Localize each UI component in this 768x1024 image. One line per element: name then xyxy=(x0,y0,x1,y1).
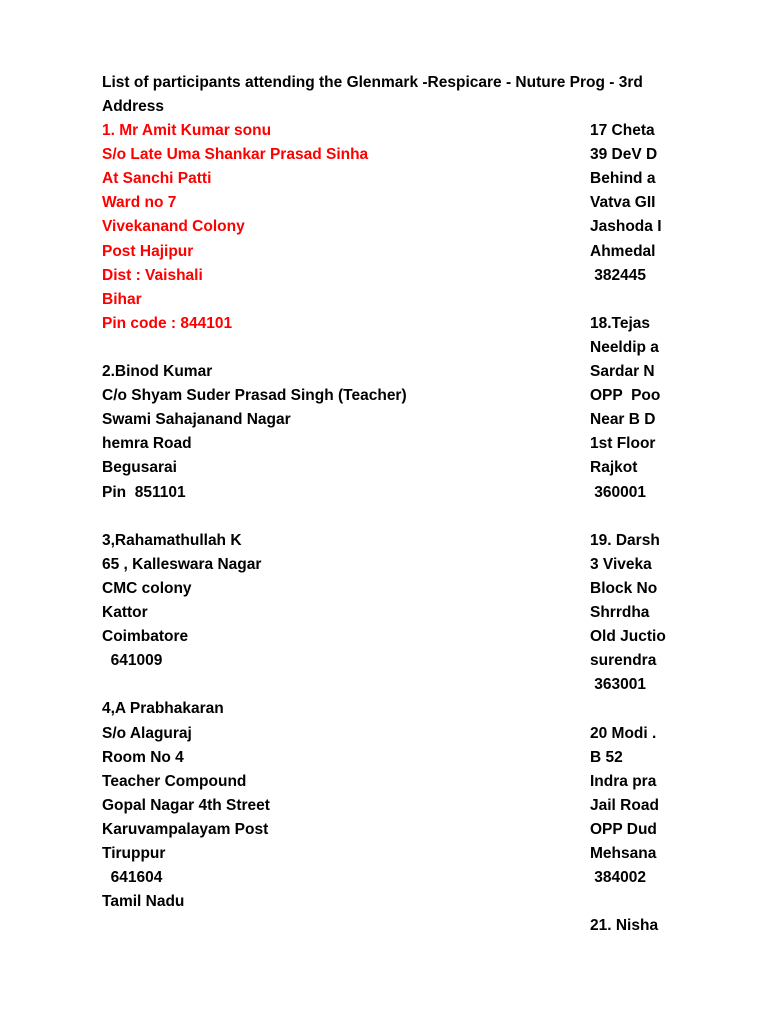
left-address-line: 1. Mr Amit Kumar sonu xyxy=(102,122,272,139)
left-address-line: Ward no 7 xyxy=(102,194,177,212)
right-address-line: 20 Modi . xyxy=(590,724,657,742)
right-address-line: 19. Darsh xyxy=(590,531,660,549)
right-address-line: Sardar N xyxy=(590,363,655,380)
right-address-line: Indra pra xyxy=(590,772,657,790)
right-address-line: Ahmedal xyxy=(590,242,656,260)
left-address-line: Pin 851101 xyxy=(102,483,186,501)
right-address-line: Rajkot xyxy=(590,459,638,477)
left-address-line: Teacher Compound xyxy=(102,772,247,790)
right-address-line: Block No xyxy=(590,579,658,597)
address-heading: Address xyxy=(102,98,165,115)
right-address-line: Old Juctio xyxy=(590,628,666,646)
right-address-line: surendra xyxy=(590,652,657,670)
right-address-line: B 52 xyxy=(590,748,623,766)
right-address-line: 3 Viveka xyxy=(590,555,652,573)
right-address-line: 360001 xyxy=(590,483,647,501)
right-address-line: 17 Cheta xyxy=(590,122,655,139)
left-address-line: 641009 xyxy=(102,652,163,670)
document-title: List of participants attending the Glenmark -Respicare - Nuture Prog - 3rd xyxy=(102,74,643,91)
right-address-line: Vatva GII xyxy=(590,194,656,212)
right-address-line: Neeldip a xyxy=(590,338,659,356)
left-address-line: C/o Shyam Suder Prasad Singh (Teacher) xyxy=(102,387,407,405)
right-address-line: 384002 xyxy=(590,869,647,887)
left-address-line: Vivekanand Colony xyxy=(102,218,245,236)
left-address-line: Dist : Vaishali xyxy=(102,266,203,284)
right-address-line: 21. Nisha xyxy=(590,917,659,935)
right-address-line: Shrrdha xyxy=(590,604,650,621)
right-address-line: Jashoda I xyxy=(590,218,662,236)
left-address-line: 3,Rahamathullah K xyxy=(102,531,242,549)
left-address-line: CMC colony xyxy=(102,579,192,597)
left-address-line: Tamil Nadu xyxy=(102,893,185,911)
right-address-line: OPP Poo xyxy=(590,387,661,405)
left-address-line: Coimbatore xyxy=(102,628,189,646)
right-address-line: 39 DeV D xyxy=(590,146,658,164)
left-address-line: Swami Sahajanand Nagar xyxy=(102,411,291,429)
right-address-line: 1st Floor xyxy=(590,435,656,453)
left-address-line: At Sanchi Patti xyxy=(102,170,212,188)
right-address-line: Mehsana xyxy=(590,845,657,862)
left-address-line: 65 , Kalleswara Nagar xyxy=(102,555,262,573)
left-address-line: hemra Road xyxy=(102,435,192,453)
right-address-line: 363001 xyxy=(590,676,647,694)
left-address-line: Post Hajipur xyxy=(102,242,194,260)
right-address-line: 382445 xyxy=(590,266,647,284)
left-address-line: 641604 xyxy=(102,869,163,887)
left-address-line: 2.Binod Kumar xyxy=(102,363,213,380)
left-address-line: Tiruppur xyxy=(102,845,166,862)
left-address-line: Begusarai xyxy=(102,459,177,477)
right-address-line: OPP Dud xyxy=(590,820,657,838)
left-address-line: 4,A Prabhakaran xyxy=(102,700,224,718)
right-address-line: Near B D xyxy=(590,411,656,429)
left-address-line: S/o Alaguraj xyxy=(102,724,192,742)
left-address-line: Bihar xyxy=(102,290,142,308)
right-address-line: Behind a xyxy=(590,170,656,188)
left-address-line: Pin code : 844101 xyxy=(102,314,233,332)
left-address-line: Gopal Nagar 4th Street xyxy=(102,796,270,814)
left-address-line: Karuvampalayam Post xyxy=(102,820,269,838)
right-address-line: Jail Road xyxy=(590,796,659,814)
right-address-line: 18.Tejas xyxy=(590,314,651,332)
left-address-line: Room No 4 xyxy=(102,748,184,766)
left-address-line: S/o Late Uma Shankar Prasad Sinha xyxy=(102,146,369,164)
left-address-line: Kattor xyxy=(102,604,148,621)
